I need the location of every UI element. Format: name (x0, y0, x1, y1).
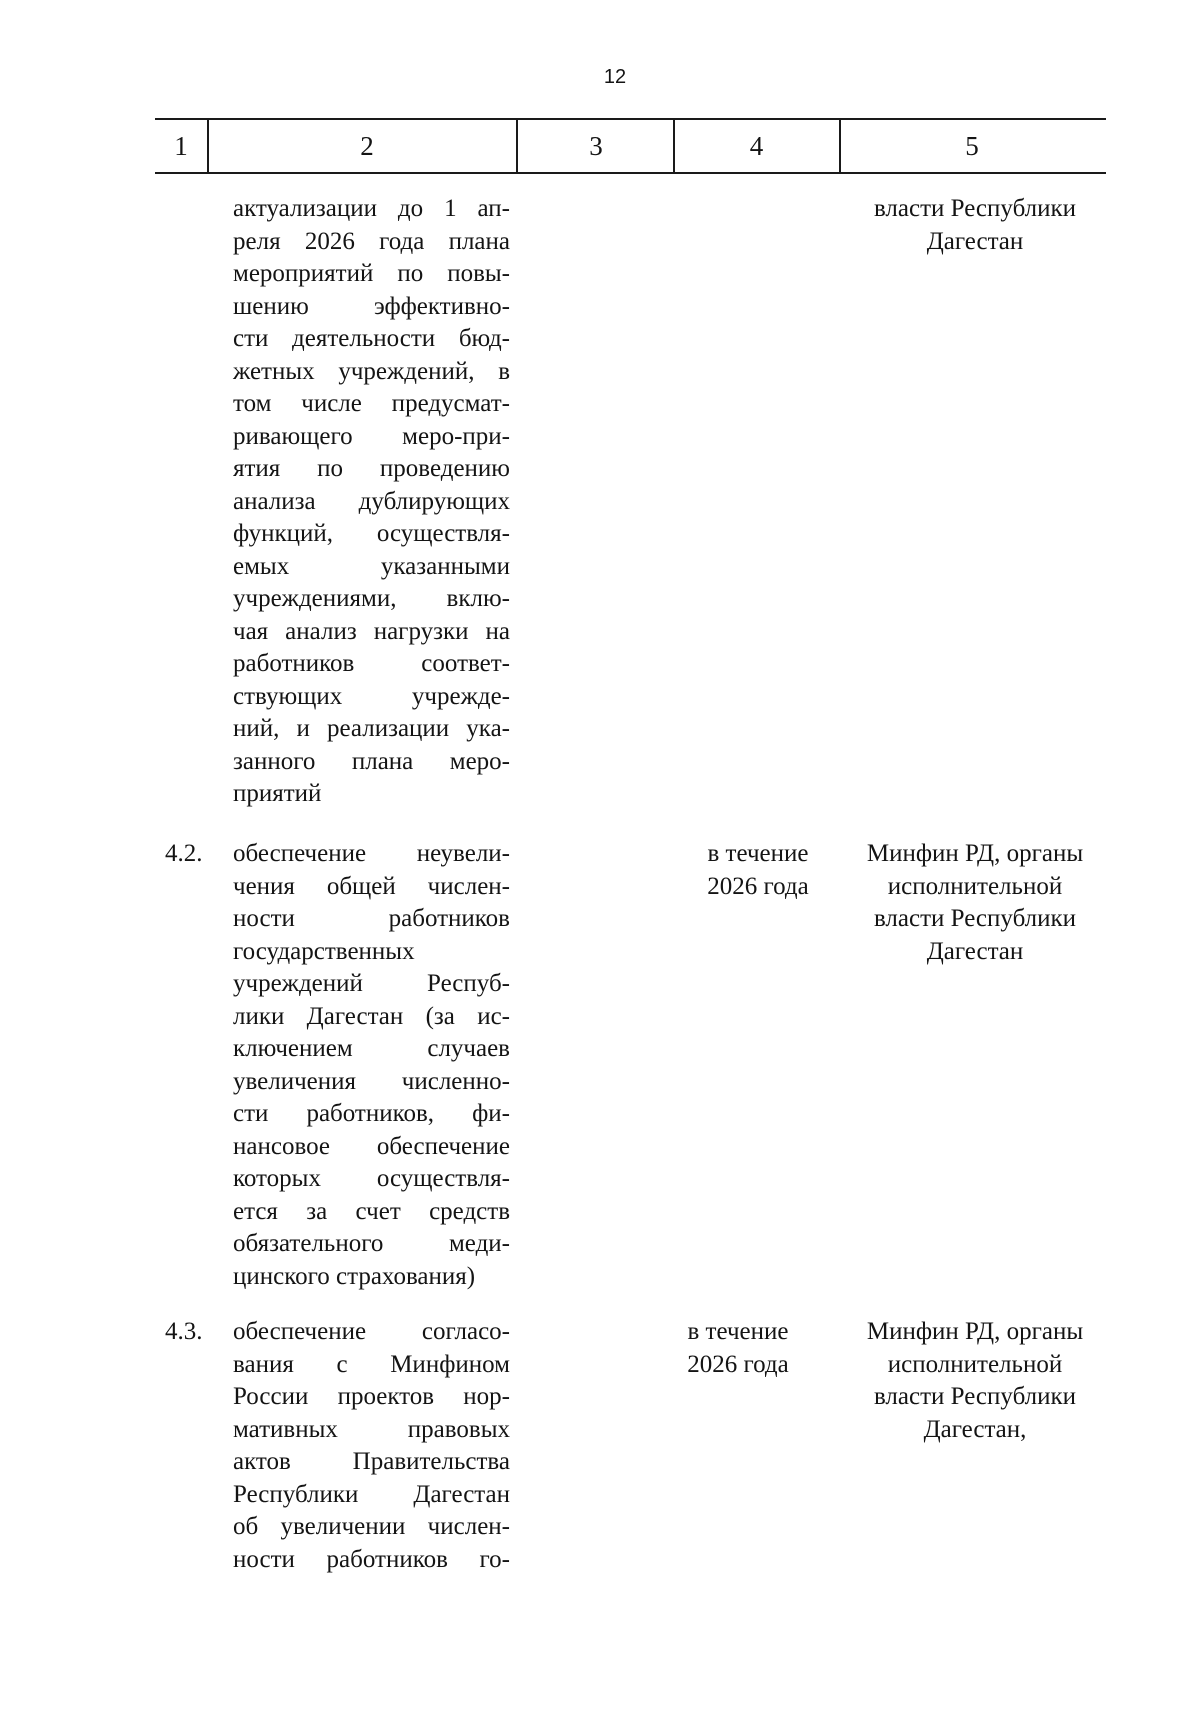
text-line: занного плана меро- (233, 747, 510, 775)
header-cell-5: 5 (965, 131, 979, 161)
text-line: власти Республики (873, 195, 1077, 222)
page-number: 12 (603, 66, 627, 88)
text-line: ключением случаев (233, 1035, 510, 1062)
text-line: исполнительной (887, 1350, 1063, 1378)
text-line: сти деятельности бюд- (233, 325, 510, 352)
text-line: учреждений Респуб- (233, 970, 510, 997)
text-line: ности работников (233, 905, 510, 932)
text-line: ривающего меро-при- (233, 422, 510, 450)
text-line: обеспечение неувели- (233, 840, 510, 867)
continuation-responsible (846, 193, 1104, 258)
text-line: шению эффективно- (233, 292, 510, 320)
text-line: сти работников, фи- (233, 1100, 510, 1127)
text-line: лики Дагестан (за ис- (233, 1002, 510, 1030)
text-line: жетных учреждений, в (233, 357, 510, 385)
text-line: том числе предусмат- (233, 390, 510, 417)
text-line: реля 2026 года плана (233, 227, 510, 255)
text-line: обеспечение согласо- (233, 1318, 510, 1345)
row-description (233, 1316, 510, 1576)
header-cell-1: 1 (174, 131, 188, 161)
text-line: которых осуществля- (233, 1165, 510, 1192)
text-line: анализа дублирующих (233, 487, 510, 515)
text-line: Дагестан, (923, 1415, 1027, 1443)
text-line: об увеличении числен- (233, 1513, 510, 1540)
header-cell-2: 2 (360, 131, 374, 161)
text-line: обязательного меди- (233, 1230, 510, 1257)
text-line: актуализации до 1 ап- (233, 195, 510, 222)
row-number: 4.2. (165, 840, 203, 867)
text-line: мативных правовых (233, 1415, 510, 1443)
text-line: функций, осуществля- (233, 520, 510, 547)
text-line: исполнительной (887, 872, 1063, 900)
header-cell-4: 4 (749, 131, 764, 161)
text-line: мероприятий по повы- (233, 260, 510, 287)
text-line: государственных (233, 937, 415, 965)
row-description (233, 838, 510, 1293)
header-cell-3: 3 (589, 131, 603, 161)
row-deadline (672, 838, 844, 903)
text-line: нансовое обеспечение (233, 1132, 510, 1160)
text-line: власти Республики (873, 905, 1077, 932)
text-line: цинского страхования) (233, 1262, 476, 1290)
text-line: Республики Дагестан (233, 1480, 510, 1508)
text-line: работников соответ- (233, 650, 510, 677)
text-line: России проектов нор- (233, 1383, 510, 1410)
text-line: ствующих учрежде- (233, 682, 510, 710)
text-line: чения общей числен- (233, 872, 510, 900)
text-line: 2026 года (707, 872, 809, 900)
continuation-description (233, 193, 510, 811)
text-line: учреждениями, вклю- (233, 585, 510, 612)
row-deadline (652, 1316, 824, 1381)
text-line: 2026 года (687, 1350, 789, 1378)
text-line: вания с Минфином (233, 1350, 510, 1378)
text-line: емых указанными (233, 552, 510, 580)
text-line: Дагестан (926, 937, 1024, 965)
text-line: Минфин РД, органы (866, 1318, 1084, 1345)
row-responsible (846, 838, 1104, 968)
text-line: ется за счет средств (233, 1197, 510, 1225)
text-line: ятия по проведению (233, 455, 510, 482)
text-line: Дагестан (926, 227, 1024, 255)
text-line: увеличения численно- (233, 1067, 510, 1095)
text-line: приятий (233, 780, 322, 807)
text-line: в течение (687, 1318, 789, 1345)
text-line: ности работников го- (233, 1545, 510, 1573)
text-line: Минфин РД, органы (866, 840, 1084, 867)
table-header-row (155, 118, 1106, 174)
row-responsible (846, 1316, 1104, 1446)
row-number: 4.3. (165, 1318, 203, 1345)
text-line: чая анализ нагрузки на (233, 617, 510, 645)
text-line: в течение (707, 840, 809, 867)
text-line: актов Правительства (233, 1448, 510, 1475)
text-line: власти Республики (873, 1383, 1077, 1410)
text-line: ний, и реализации ука- (233, 715, 510, 742)
